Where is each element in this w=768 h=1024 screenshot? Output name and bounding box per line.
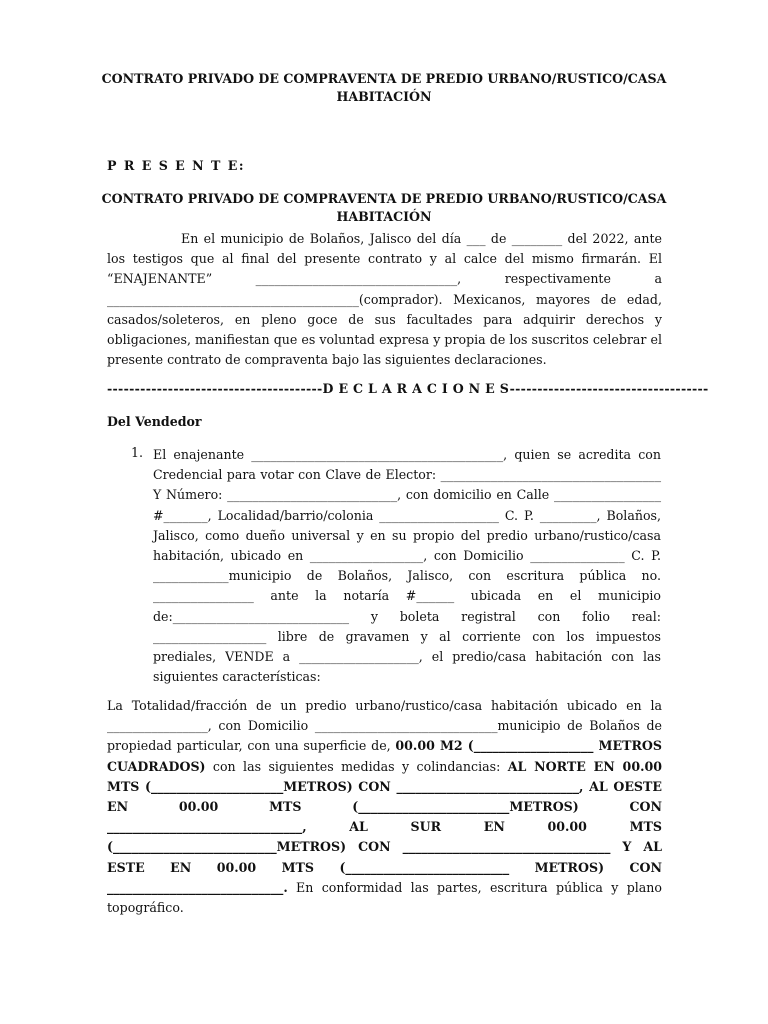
vendor-heading: Del Vendedor [107,414,202,429]
property-text-1: La Totalidad/fracción de un predio urbano/rustico/casa habitación ubicado en la ________________, con Domicilio _____________________________municipio de Bolaños de propiedad particular, con una superficie de, [107,698,662,754]
property-text-3: En conformidad las partes, escritura pública y plano topográfico. [107,879,662,916]
property-description-paragraph [107,696,662,918]
presente-heading: P R E S E N T E: [107,158,246,173]
property-text-2: con las siguientes medidas y colindancias: [205,758,508,774]
title-repeat-line-1: CONTRATO PRIVADO DE COMPRAVENTA DE PREDIO URBANO/RUSTICO/CASA [101,191,667,206]
list-item-number: 1. [131,445,144,460]
property-boundaries: AL NORTE EN 00.00 MTS (_____________________METROS) CON _____________________________, AL OESTE EN 00.00 MTS (________________________METROS) CON _______________________________, AL SUR EN 00.00 MTS (__________________________METROS) CON _________________________________ Y AL ESTE EN 00.00 MTS (__________________________ METROS) CON ____________________________. [107,758,662,895]
title-line-1: CONTRATO PRIVADO DE COMPRAVENTA DE PREDIO URBANO/RUSTICO/CASA [101,71,667,86]
document-title [100,70,668,106]
intro-paragraph [107,229,662,370]
title-line-2: HABITACIÓN [336,89,432,104]
property-area: 00.00 M2 (___________________ METROS CUADRADOS) [107,738,662,774]
title-repeat-line-2: HABITACIÓN [336,209,432,224]
vendor-declaration-item: El enajenante ________________________________________, quien se acredita con Credencial para votar con Clave de Elector: ___________________________________ Y Número: ___________________________, con domicilio en Calle _________________ #_______, Localidad/barrio/colonia ___________________ C. P. _________, Bolaños, Jalisco, como dueño universal y en su propio del predio urbano/rustico/casa habitación, ubicado en __________________, con Domicilio _______________ C. P. ____________municipio de Bolaños, Jalisco, con escritura pública no. ________________ ante la notaría #______ ubicada en el municipio de:____________________________ y boleta registral con folio real: __________________ libre de gravamen y al corriente con los impuestos prediales, VENDE a ___________________, el predio/casa habitación con las siguientes características: [153,447,661,685]
document-title-repeat [100,190,668,226]
intro-text: En el municipio de Bolaños, Jalisco del día ___ de ________ del 2022, ante los testigos que al final del presente contrato y al calce del mismo firmarán. El “ENAJENANTE” ________________________________, respectivamente a ________________________________________(comprador). Mexicanos, mayores de edad, casados/soleteros, en pleno goce de sus facultades para adquirir derechos y obligaciones, manifiestan que es voluntad expresa y propia de los suscritos celebrar el presente contrato de compraventa bajo las siguientes declaraciones. [107,231,662,368]
declaraciones-heading: ---------------------------------------D E C L A R A C I O N E S------------------------------------ [107,381,709,396]
